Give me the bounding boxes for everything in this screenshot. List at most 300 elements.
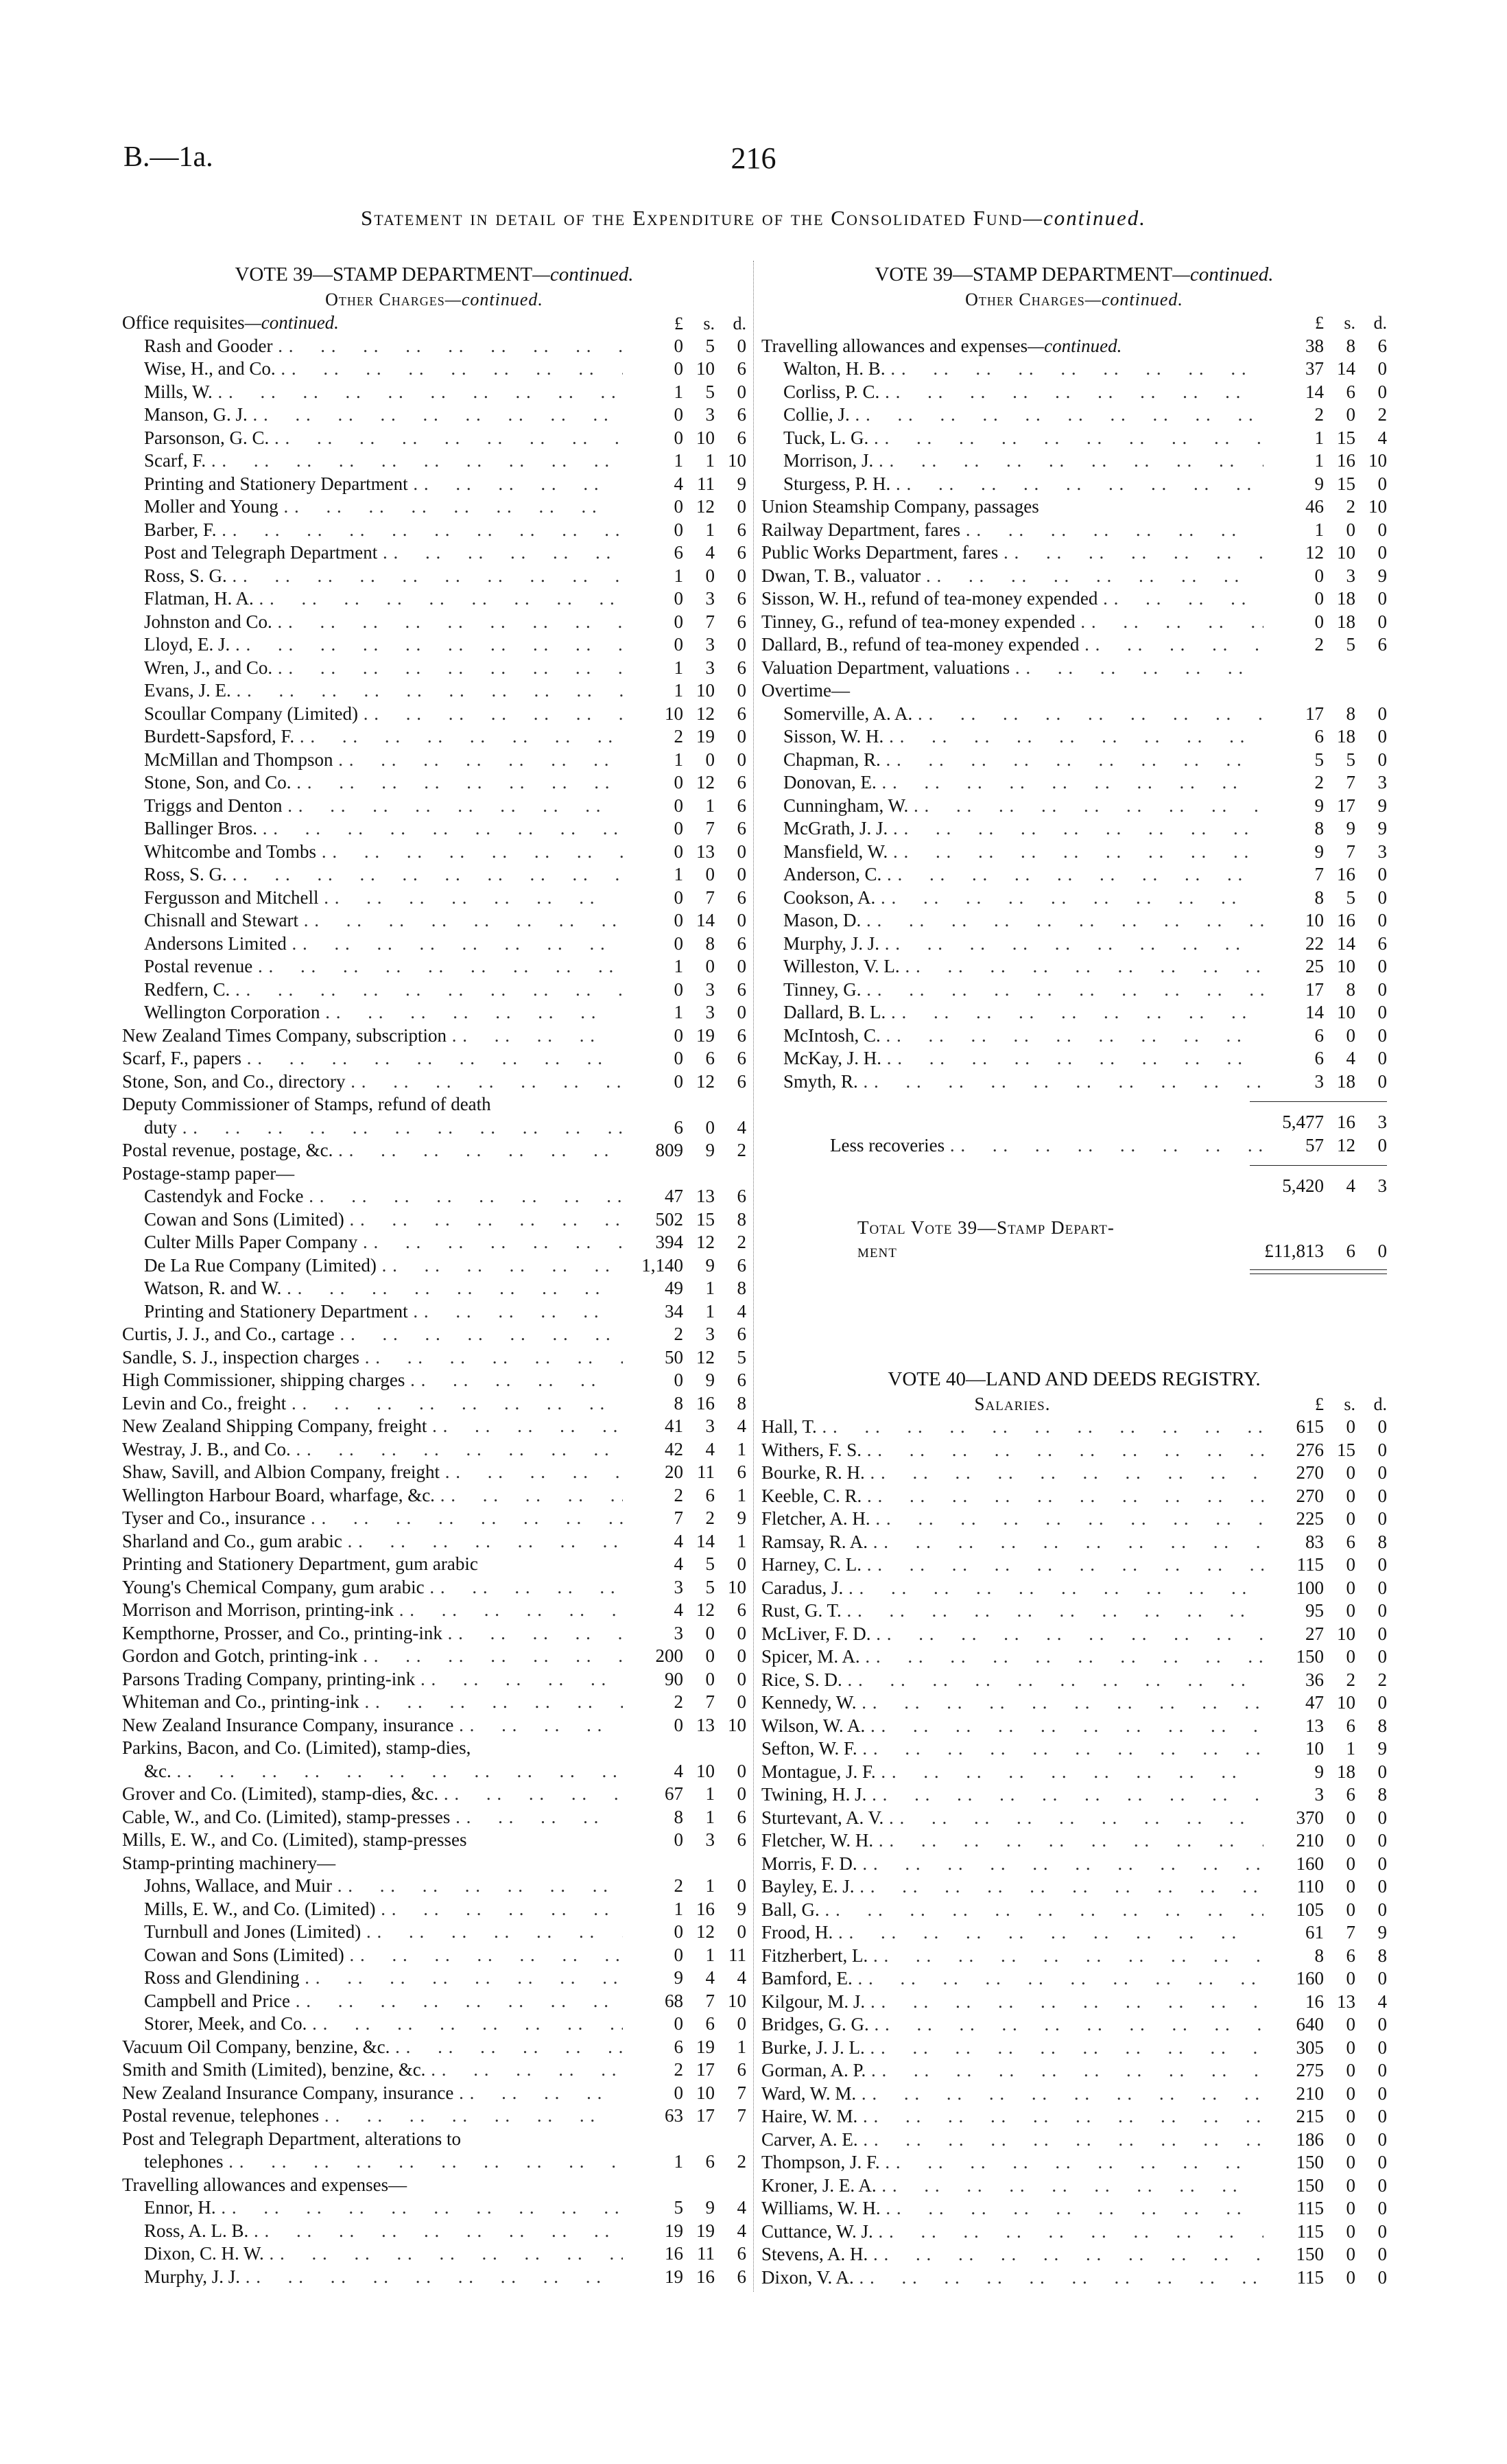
row-pence	[715, 1093, 746, 1116]
continued-suffix: —continued.	[1028, 335, 1122, 356]
row-pence: 8	[737, 1208, 746, 1230]
table-row	[761, 725, 1387, 749]
row-shillings: 12	[696, 1070, 715, 1092]
row-pounds: 1	[674, 864, 683, 884]
row-pounds: 37	[1305, 358, 1324, 379]
row-pounds: 3	[1314, 1784, 1324, 1805]
row-shillings: 6	[705, 2013, 715, 2034]
table-row	[761, 1531, 1387, 1554]
row-shillings: 18	[1337, 1761, 1355, 1782]
table-row	[122, 1737, 746, 1760]
table-row	[761, 403, 1387, 427]
row-shillings: 5	[705, 335, 715, 356]
table-row	[761, 1991, 1387, 2014]
row-pence: 0	[737, 1760, 746, 1781]
table-row	[761, 1899, 1387, 1922]
row-pounds: 186	[1296, 2128, 1324, 2150]
row-pounds: 150	[1296, 2174, 1324, 2196]
row-pence: 0	[1377, 542, 1387, 563]
row-pounds: 0	[674, 1370, 683, 1390]
row-label: Dallard, B. L. . .	[761, 1001, 1263, 1024]
row-pounds: 22	[1305, 932, 1324, 954]
row-shillings: 12	[696, 1346, 715, 1368]
row-shillings: 16	[696, 2266, 715, 2287]
row-label: Postal revenue, postage, &c. . .	[122, 1139, 623, 1162]
row-shillings: 13	[696, 841, 715, 862]
row-shillings: 16	[1337, 910, 1355, 930]
less-recoveries-pounds: 57	[1305, 1134, 1324, 1155]
row-label: Hall, T. . .	[761, 1416, 1263, 1439]
row-pence: 9	[1377, 1922, 1387, 1943]
row-pounds: 16	[1305, 1991, 1324, 2012]
row-pence: 10	[1368, 496, 1387, 517]
row-shillings: 0	[1346, 2244, 1355, 2264]
row-label: De La Rue Company (Limited) . .	[122, 1254, 623, 1278]
row-shillings: 0	[1346, 1807, 1355, 1828]
row-pence: 0	[1377, 588, 1387, 609]
row-shillings: 2	[1346, 1669, 1355, 1690]
table-row	[122, 2036, 746, 2059]
table-row	[761, 679, 1387, 703]
row-pounds: 0	[674, 1944, 683, 1965]
row-shillings: 17	[696, 2059, 715, 2080]
row-pence: 0	[737, 2013, 746, 2034]
row-shillings: 8	[705, 932, 715, 954]
row-pounds: 160	[1296, 1968, 1324, 1988]
row-shillings: 12	[696, 772, 715, 793]
row-pounds: 0	[674, 772, 683, 793]
table-row	[761, 2128, 1387, 2152]
row-label: Somerville, A. A. . .	[761, 703, 1263, 726]
row-shillings: 10	[696, 1760, 715, 1781]
table-row	[122, 703, 746, 726]
pounds-header: £	[1315, 1394, 1324, 1414]
table-row	[122, 495, 746, 519]
row-pounds: 4	[674, 1553, 683, 1574]
currency-header	[761, 312, 1387, 335]
row-shillings: 3	[705, 404, 715, 425]
row-label: Sefton, W. F. . .	[761, 1737, 1263, 1761]
row-pence: 6	[737, 978, 746, 1000]
row-label: Rice, S. D. . .	[761, 1669, 1263, 1692]
row-label: Anderson, C. . .	[761, 863, 1263, 887]
row-pounds: 110	[1296, 1876, 1324, 1897]
table-row	[122, 1277, 746, 1300]
row-label: Ross, A. L. B. . .	[122, 2220, 623, 2243]
row-pounds: 0	[674, 335, 683, 356]
row-label: McGrath, J. J. . .	[761, 817, 1263, 841]
section-gap	[761, 1283, 1387, 1365]
row-label: Morris, F. D. . .	[761, 1853, 1263, 1876]
row-pounds: 3	[674, 1576, 683, 1597]
row-pounds: 34	[665, 1300, 683, 1322]
row-pounds: 0	[674, 404, 683, 425]
table-row	[122, 1599, 746, 1622]
left-column	[122, 261, 746, 2288]
row-label: Cable, W., and Co. (Limited), stamp-presses . .	[122, 1806, 623, 1829]
row-label: Ross and Glendining . .	[122, 1967, 623, 1990]
table-row	[122, 1783, 746, 1806]
row-pence	[715, 1852, 746, 1875]
row-label: Stone, Son, and Co., directory . .	[122, 1070, 623, 1094]
row-label: Office requisites—continued.	[122, 312, 339, 333]
row-shillings: 9	[705, 1254, 715, 1276]
row-pounds: 1	[674, 956, 683, 976]
row-pence: 0	[737, 1668, 746, 1689]
net-rule	[761, 1157, 1387, 1175]
row-shillings: 3	[705, 634, 715, 655]
table-row	[761, 657, 1387, 680]
row-pounds: 105	[1296, 1899, 1324, 1920]
page-header	[0, 141, 1507, 182]
row-label: Triggs and Denton . .	[122, 795, 623, 818]
row-label: Tyser and Co., insurance . .	[122, 1507, 623, 1530]
row-pence: 2	[737, 1140, 746, 1160]
row-pence: 0	[1377, 1508, 1387, 1529]
row-shillings: 12	[696, 1232, 715, 1252]
row-label: Rust, G. T. . .	[761, 1599, 1263, 1623]
row-pounds: 8	[674, 1806, 683, 1827]
row-label: Stevens, A. H. . .	[761, 2243, 1263, 2266]
row-pence: 6	[737, 542, 746, 563]
table-row	[122, 679, 746, 703]
table-row	[761, 749, 1387, 772]
row-shillings: 10	[1337, 542, 1355, 563]
row-label: Sturgess, P. H. . .	[761, 473, 1263, 496]
row-pence: 0	[737, 634, 746, 655]
less-recoveries-pence: 0	[1377, 1134, 1387, 1155]
row-shillings: 6	[705, 1048, 715, 1068]
row-pence: 6	[737, 358, 746, 379]
row-pounds: 615	[1296, 1416, 1324, 1437]
row-pounds: 115	[1296, 2198, 1324, 2218]
table-row	[761, 495, 1387, 519]
vote-title-suffix: —continued.	[532, 263, 634, 285]
row-pence: 10	[1368, 450, 1387, 471]
pence-header: d.	[1373, 313, 1387, 333]
row-pence: 0	[737, 864, 746, 884]
row-pounds	[623, 1093, 683, 1116]
row-shillings: 0	[1346, 1577, 1355, 1598]
row-label: Whiteman and Co., printing-ink . .	[122, 1691, 623, 1714]
row-label: Cowan and Sons (Limited) . .	[122, 1944, 623, 1967]
row-pence: 0	[1377, 726, 1387, 747]
table-row	[122, 1645, 746, 1668]
row-pounds: 150	[1296, 1646, 1324, 1667]
row-shillings: 16	[696, 1392, 715, 1413]
row-pounds: 1	[674, 1898, 683, 1919]
row-label: Public Works Department, fares . .	[761, 541, 1263, 565]
row-pounds: 6	[1314, 726, 1324, 747]
row-pence: 2	[1377, 1669, 1387, 1690]
row-label: McLiver, F. D. . .	[761, 1623, 1263, 1646]
net-spacer	[761, 1175, 1263, 1198]
row-shillings	[683, 1852, 715, 1875]
table-row	[122, 2150, 746, 2174]
row-pence: 4	[1377, 1991, 1387, 2012]
row-shillings: 14	[1337, 358, 1355, 379]
row-label: Travelling allowances and expenses—continued.	[761, 335, 1122, 356]
row-pence: 0	[1377, 1485, 1387, 1506]
row-shillings: 18	[1337, 1070, 1355, 1092]
row-pounds: 1	[674, 565, 683, 586]
less-recoveries-shillings: 12	[1337, 1134, 1355, 1155]
row-pence: 0	[1377, 1692, 1387, 1713]
table-row	[761, 1623, 1387, 1646]
row-pounds: 1,140	[641, 1254, 683, 1276]
row-pounds: 41	[665, 1416, 683, 1436]
row-pounds: 20	[665, 1462, 683, 1482]
vote-title-text: VOTE 39—STAMP DEPARTMENT	[235, 263, 533, 285]
row-pounds: 2	[1314, 404, 1324, 425]
row-label: Sisson, W. H. . .	[761, 725, 1263, 749]
row-label: Johnston and Co. . .	[122, 611, 623, 634]
row-pence: 0	[1377, 381, 1387, 402]
table-row	[122, 1852, 746, 1875]
row-pence: 0	[737, 565, 746, 586]
row-label: Burdett-Sapsford, F. . .	[122, 725, 623, 749]
row-pence: 0	[1377, 2220, 1387, 2242]
table-row	[122, 1875, 746, 1898]
statement-title-suffix: —continued.	[1023, 206, 1146, 230]
row-pounds: 3	[674, 1622, 683, 1643]
table-row	[122, 2196, 746, 2220]
row-label: Storer, Meek, and Co. . .	[122, 2013, 623, 2036]
row-label: Cunningham, W. . .	[761, 795, 1263, 818]
total-vote-pounds: £11,813	[1264, 1240, 1324, 1261]
row-pounds: 0	[674, 1048, 683, 1068]
row-label: Scarf, F., papers . .	[122, 1047, 623, 1070]
table-row	[761, 1047, 1387, 1070]
vote40-title: VOTE 40—LAND AND DEEDS REGISTRY.	[888, 1368, 1261, 1390]
table-row	[761, 1829, 1387, 1853]
header-spacer	[761, 312, 1263, 335]
table-row	[761, 1462, 1387, 1485]
less-recoveries-label: Less recoveries . .	[761, 1134, 1263, 1158]
row-pounds: 5	[674, 2197, 683, 2218]
row-pounds: 47	[665, 1186, 683, 1206]
row-pounds: 2	[674, 726, 683, 747]
row-shillings: 10	[1337, 1002, 1355, 1022]
row-pounds: 61	[1305, 1922, 1324, 1943]
row-label: Curtis, J. J., and Co., cartage . .	[122, 1323, 623, 1346]
row-pounds: 4	[674, 473, 683, 494]
row-shillings: 16	[1337, 864, 1355, 884]
row-label: Dwan, T. B., valuator . .	[761, 565, 1263, 588]
row-pounds: 150	[1296, 2244, 1324, 2264]
row-label: Travelling allowances and expenses—	[122, 2174, 407, 2195]
row-label: Collie, J. . .	[761, 403, 1263, 427]
row-label: Cuttance, W. J. . .	[761, 2220, 1263, 2244]
table-row	[761, 2174, 1387, 2198]
table-row	[122, 1944, 746, 1967]
row-shillings: 15	[696, 1208, 715, 1230]
pounds-header: £	[674, 314, 683, 333]
row-label: Evans, J. E. . .	[122, 679, 623, 703]
less-recoveries-row	[761, 1134, 1387, 1158]
row-shillings: 10	[696, 427, 715, 448]
row-shillings: 2	[705, 1507, 715, 1528]
row-pence: 0	[737, 496, 746, 517]
row-shillings: 12	[696, 1921, 715, 1942]
row-pence: 0	[1377, 1070, 1387, 1092]
row-shillings: 4	[1346, 1048, 1355, 1068]
row-pence: 1	[737, 1438, 746, 1459]
total-vote-shillings: 6	[1346, 1240, 1355, 1261]
row-pounds: 2	[674, 1691, 683, 1712]
row-label: Railway Department, fares . .	[761, 519, 1263, 542]
row-shillings: 7	[705, 611, 715, 632]
row-shillings: 1	[705, 519, 715, 540]
row-label: Fletcher, A. H. . .	[761, 1507, 1263, 1531]
table-row	[122, 541, 746, 565]
row-label: Whitcombe and Tombs . .	[122, 841, 623, 864]
table-row	[761, 909, 1387, 932]
row-pounds: 0	[674, 978, 683, 1000]
table-row	[761, 1761, 1387, 1784]
page-number: 216	[731, 141, 776, 175]
shillings-header: s.	[1344, 313, 1355, 333]
table-row	[761, 2266, 1387, 2290]
row-pounds: 7	[674, 1507, 683, 1528]
row-shillings: 0	[1346, 1024, 1355, 1046]
row-label: Andersons Limited . .	[122, 932, 623, 956]
row-pence: 6	[737, 2243, 746, 2264]
row-label: Mason, D. . .	[761, 909, 1263, 932]
row-label: Kennedy, W. . .	[761, 1691, 1263, 1715]
row-shillings: 0	[1346, 1508, 1355, 1529]
row-shillings: 9	[705, 2197, 715, 2218]
row-pounds: 2	[1314, 772, 1324, 793]
table-row	[122, 978, 746, 1002]
vote40-subtitle: Salaries.	[974, 1393, 1051, 1414]
row-label: Shaw, Savill, and Albion Company, freight . .	[122, 1461, 623, 1484]
row-pence: 3	[1377, 841, 1387, 862]
table-row	[761, 1070, 1387, 1094]
row-pence: 4	[737, 1116, 746, 1138]
row-pounds: 19	[665, 2266, 683, 2287]
row-label: Kempthorne, Prosser, and Co., printing-ink . .	[122, 1622, 623, 1645]
table-row	[122, 1208, 746, 1232]
row-label: Fitzherbert, L. . .	[761, 1945, 1263, 1968]
row-shillings: 10	[696, 358, 715, 379]
subtitle-suffix: —continued.	[1084, 290, 1183, 309]
row-pounds	[623, 2174, 683, 2197]
row-pounds: 270	[1296, 1462, 1324, 1483]
row-pounds: 6	[1314, 1048, 1324, 1068]
row-pence: 0	[1377, 2037, 1387, 2058]
row-shillings: 1	[705, 1875, 715, 1896]
row-shillings: 3	[1346, 565, 1355, 586]
table-row	[122, 2104, 746, 2128]
table-row	[122, 771, 746, 795]
row-shillings: 0	[705, 1645, 715, 1666]
row-shillings: 0	[1346, 1876, 1355, 1897]
row-pounds: 4	[674, 1530, 683, 1551]
row-shillings: 0	[1346, 1853, 1355, 1874]
row-label: Levin and Co., freight . .	[122, 1392, 623, 1416]
row-pence: 6	[737, 519, 746, 540]
row-label: New Zealand Shipping Company, freight . .	[122, 1415, 623, 1438]
row-pounds: 10	[665, 703, 683, 724]
row-label: Printing and Stationery Department . .	[122, 1300, 623, 1324]
row-pence	[715, 1737, 746, 1760]
table-row	[122, 932, 746, 956]
pounds-header: £	[1315, 313, 1324, 333]
row-pence: 4	[737, 1416, 746, 1436]
row-pence: 6	[737, 1186, 746, 1206]
row-label: Overtime—	[761, 680, 850, 701]
table-row	[761, 1875, 1387, 1899]
table-row	[761, 1737, 1387, 1761]
row-pence: 8	[1377, 1531, 1387, 1552]
row-pounds: 2	[674, 1484, 683, 1505]
row-shillings: 18	[1337, 726, 1355, 747]
row-pence	[1355, 679, 1387, 703]
row-shillings: 15	[1337, 1439, 1355, 1460]
row-label: Gordon and Gotch, printing-ink . .	[122, 1645, 623, 1668]
row-label: Tinney, G. . .	[761, 978, 1263, 1002]
subtotal-rule	[761, 1093, 1387, 1111]
row-label: Rash and Gooder . .	[122, 335, 623, 358]
row-label: High Commissioner, shipping charges . .	[122, 1369, 623, 1392]
row-shillings: 1	[705, 1944, 715, 1965]
row-pence: 10	[728, 1990, 746, 2011]
row-label: Withers, F. S. . .	[761, 1439, 1263, 1462]
table-row	[761, 2037, 1387, 2060]
row-shillings: 0	[1346, 2106, 1355, 2126]
row-label: Ross, S. G. . .	[122, 863, 623, 887]
row-label: Vacuum Oil Company, benzine, &c. . .	[122, 2036, 623, 2059]
row-pence: 0	[1377, 1623, 1387, 1644]
row-label: Postage-stamp paper—	[122, 1162, 295, 1184]
row-pounds: 14	[1305, 381, 1324, 402]
row-shillings: 0	[1346, 1554, 1355, 1575]
row-pounds: 0	[674, 588, 683, 609]
section-subtitle	[122, 288, 746, 312]
row-pence: 0	[737, 956, 746, 976]
row-pence	[715, 2128, 746, 2151]
row-pounds: 502	[655, 1208, 683, 1230]
row-shillings: 0	[1346, 2174, 1355, 2196]
row-pounds: 1	[674, 1002, 683, 1022]
row-pounds: 115	[1296, 2220, 1324, 2242]
row-pence: 0	[1377, 1853, 1387, 1874]
row-label: McKay, J. H. . .	[761, 1047, 1263, 1070]
row-shillings: 0	[1346, 2220, 1355, 2242]
row-label: Ramsay, R. A. . .	[761, 1531, 1263, 1554]
row-label: Wellington Corporation . .	[122, 1001, 623, 1024]
row-shillings: 3	[705, 1829, 715, 1850]
row-pounds: 36	[1305, 1669, 1324, 1690]
row-pounds: 0	[674, 2013, 683, 2034]
row-pounds: 370	[1296, 1807, 1324, 1828]
row-shillings: 0	[1346, 2152, 1355, 2172]
table-row	[122, 449, 746, 473]
row-label: Thompson, J. F. . .	[761, 2151, 1263, 2174]
row-pence: 6	[737, 2266, 746, 2287]
table-row	[761, 1024, 1387, 1048]
row-label: Culter Mills Paper Company . .	[122, 1231, 623, 1254]
row-shillings: 0	[1346, 1416, 1355, 1437]
row-label: Stamp-printing machinery—	[122, 1852, 336, 1873]
table-row	[122, 1530, 746, 1553]
row-label: Postal revenue, telephones . .	[122, 2104, 623, 2128]
row-pence: 0	[737, 1553, 746, 1574]
row-pounds: 0	[674, 1921, 683, 1942]
row-shillings: 1	[705, 1783, 715, 1804]
row-shillings: 15	[1337, 427, 1355, 448]
